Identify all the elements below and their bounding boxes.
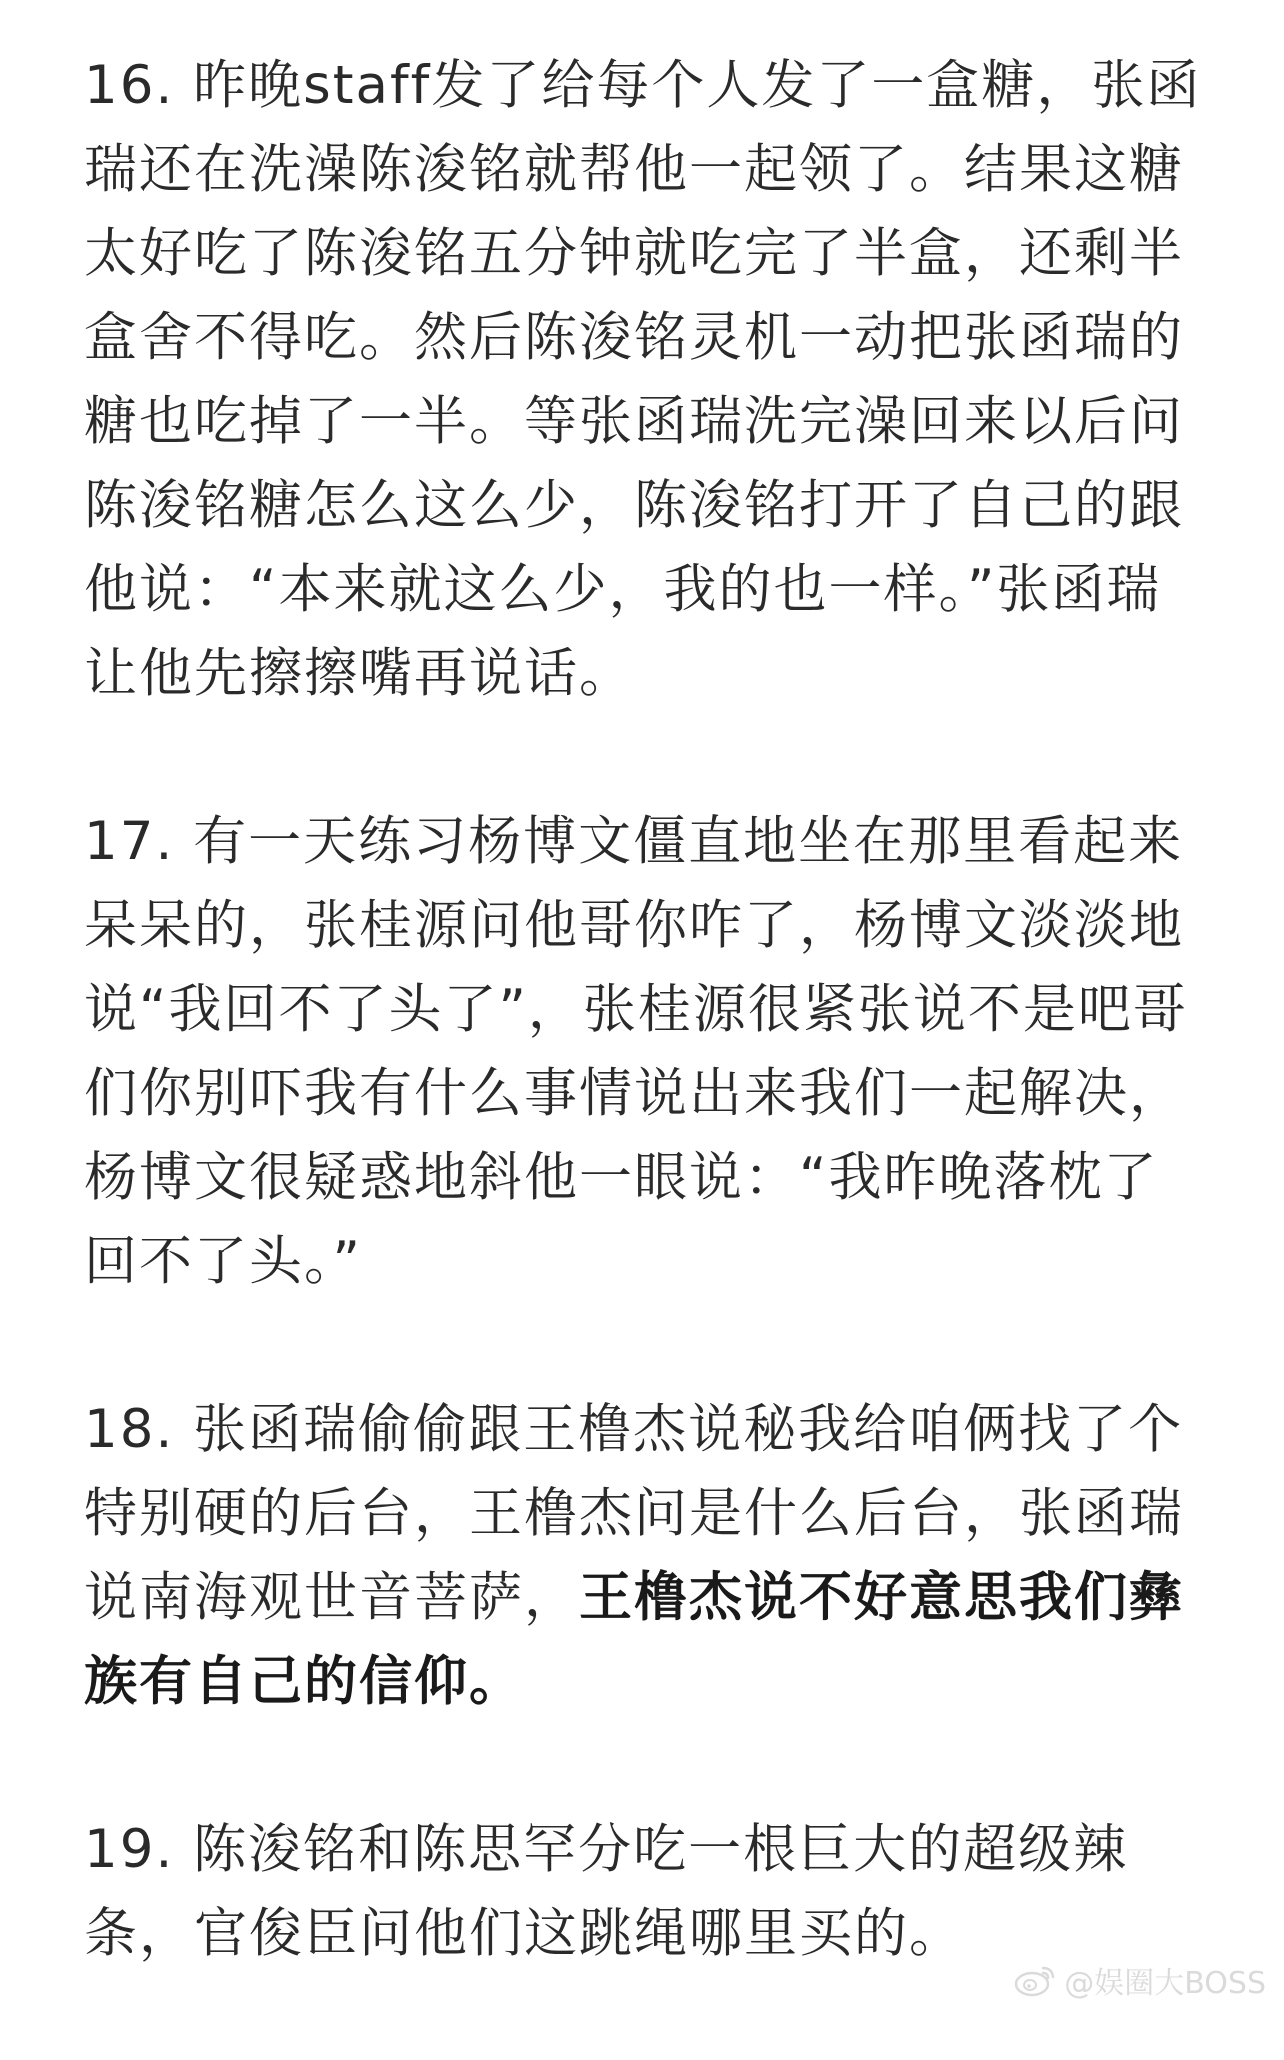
paragraph-18-bold-text: 王橹杰说不好意思我们彝族有自己的信仰。 [84, 1567, 1184, 1712]
paragraph-18-text: 18. 张函瑞偷偷跟王橹杰说秘我给咱俩找了个特别硬的后台，王橹杰问是什么后台，张函瑞说南海观世音菩萨， [84, 1399, 1184, 1628]
paragraph-18 [84, 1388, 1204, 1724]
paragraph-17 [84, 800, 1204, 1304]
paragraph-16-text: 16. 昨晚staff发了给每个人发了一盒糖，张函瑞还在洗澡陈浚铭就帮他一起领了。结果这糖太好吃了陈浚铭五分钟就吃完了半盒，还剩半盒舍不得吃。然后陈浚铭灵机一动把张函瑞的糖也吃掉了一半。等张函瑞洗完澡回来以后问陈浚铭糖怎么这么少，陈浚铭打开了自己的跟他说：“本来就这么少，我的也一样。”张函瑞让他先擦擦嘴再说话。 [84, 55, 1202, 704]
paragraph-19-text: 19. 陈浚铭和陈思罕分吃一根巨大的超级辣条，官俊臣问他们这跳绳哪里买的。 [84, 1819, 1129, 1964]
post-content [84, 44, 1204, 2060]
paragraph-19 [84, 1808, 1204, 1976]
paragraph-16 [84, 44, 1204, 716]
paragraph-17-text: 17. 有一天练习杨博文僵直地坐在那里看起来呆呆的，张桂源问他哥你咋了，杨博文淡淡地说“我回不了头了”，张桂源很紧张说不是吧哥们你别吓我有什么事情说出来我们一起解决，杨博文很疑惑地斜他一眼说：“我昨晚落枕了回不了头。” [84, 811, 1188, 1292]
weibo-logo-icon [1012, 1962, 1058, 1998]
watermark-handle: @娱圈大BOSS [1064, 1966, 1266, 2001]
weibo-watermark [1012, 1958, 1266, 2002]
